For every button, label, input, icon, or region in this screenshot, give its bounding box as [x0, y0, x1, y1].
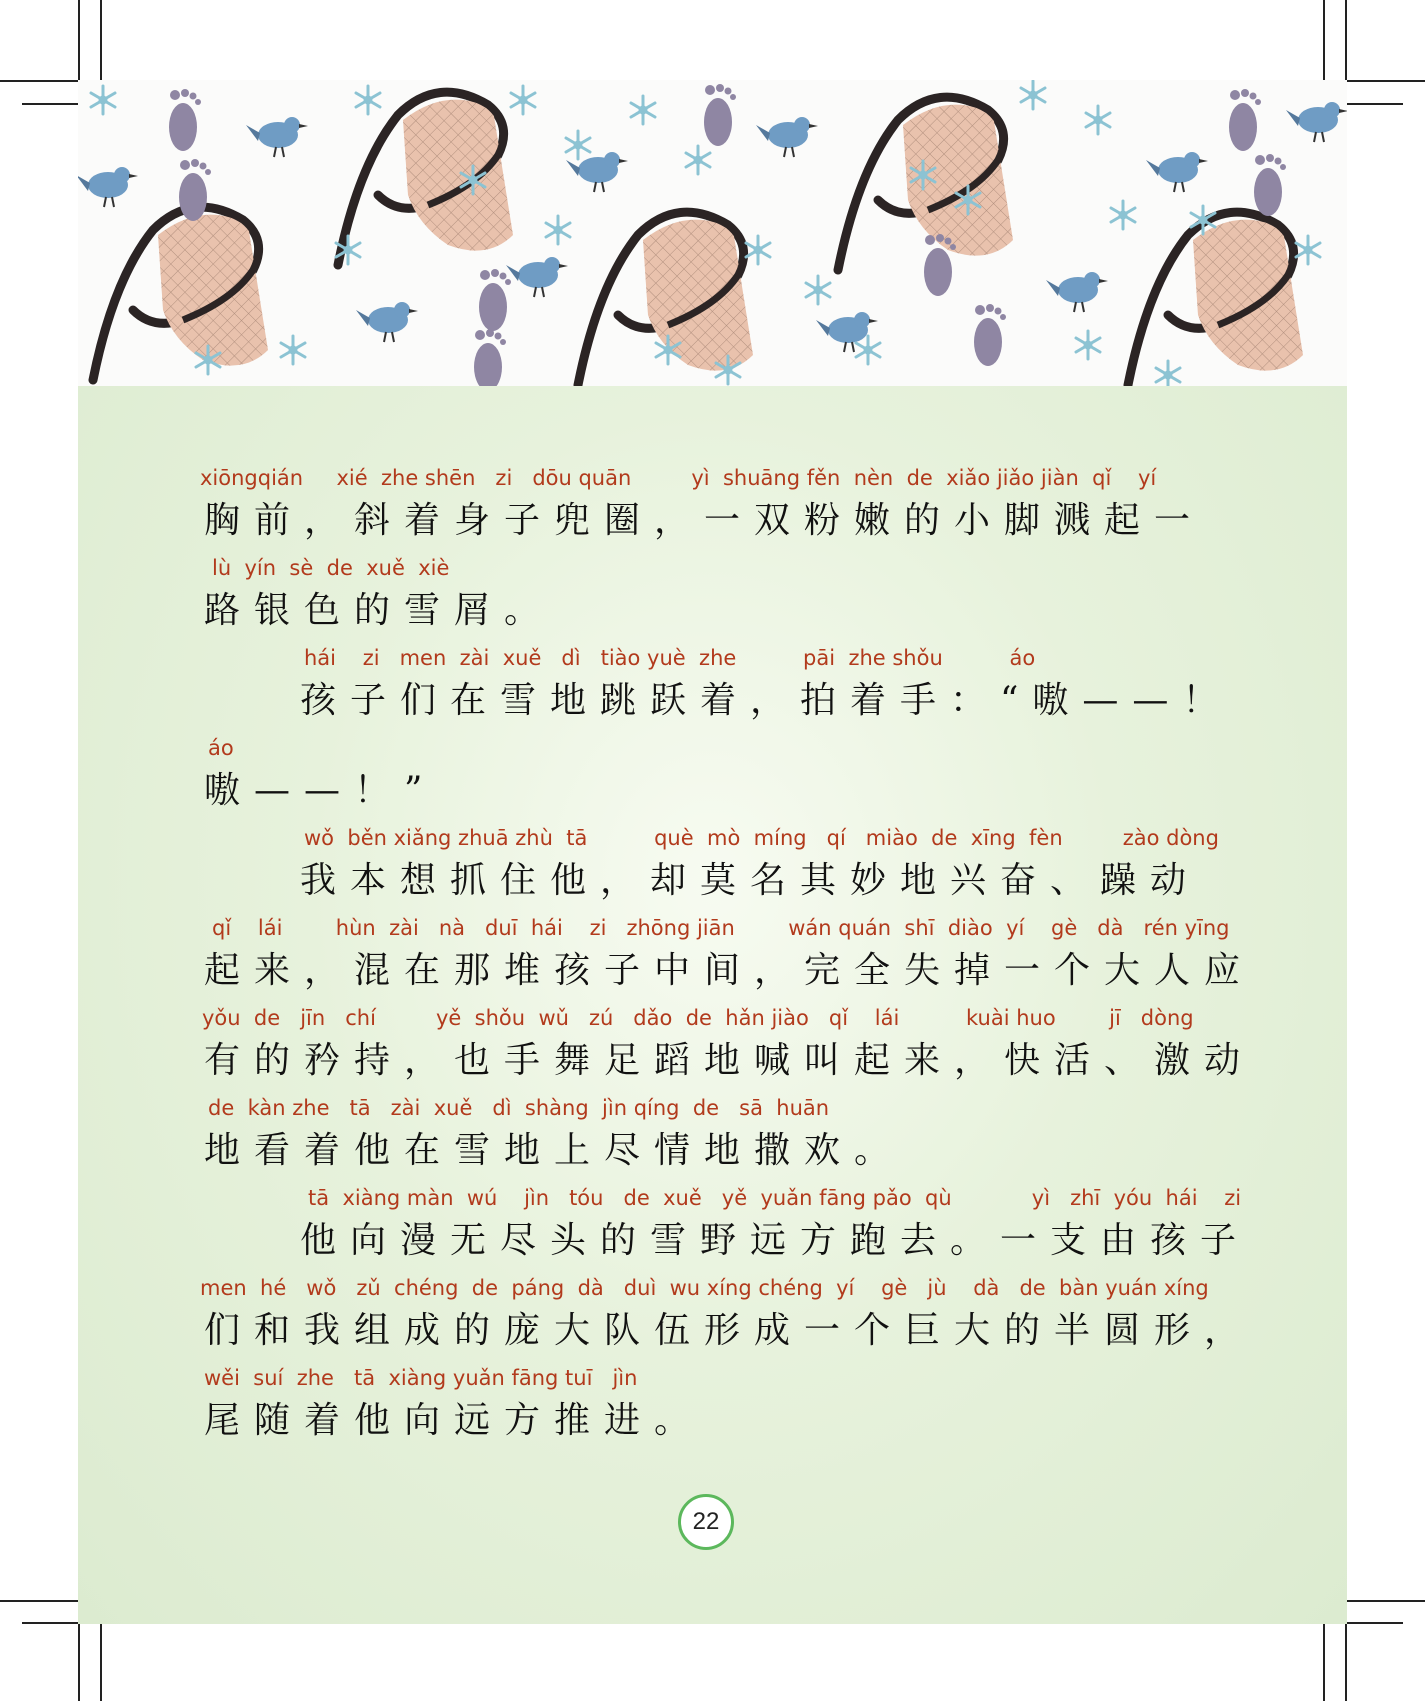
pinyin: de kàn zhe tā zài xuě dì shàng jìn qíng de sā huān	[208, 1096, 830, 1120]
hanzi: 我本想抓住他，却莫名其妙地兴奋、躁动	[300, 860, 1201, 901]
hanzi: 地看着他在雪地上尽情地撒欢。	[204, 1130, 905, 1171]
crop-mark	[1345, 1600, 1425, 1602]
pinyin: áo	[208, 736, 234, 760]
hanzi: 有的矜持，也手舞足蹈地喊叫起来，快活、激动	[204, 1040, 1255, 1081]
decorative-banner	[78, 80, 1347, 386]
pinyin: qǐ lái hùn zài nà duī hái zi zhōng jiān wán quán shī diào yí gè dà rén yīng	[212, 916, 1230, 940]
page-number: 22	[678, 1494, 734, 1550]
crop-mark	[1345, 80, 1425, 82]
page-body	[78, 386, 1347, 1624]
pinyin: tā xiàng màn wú jìn tóu de xuě yě yuǎn fāng pǎo qù yì zhī yóu hái zi	[308, 1186, 1242, 1210]
hanzi: 嗷——！”	[204, 770, 437, 811]
pinyin: men hé wǒ zǔ chéng de páng dà duì wu xíng chéng yí gè jù dà de bàn yuán xíng	[200, 1276, 1209, 1300]
crop-mark	[78, 0, 80, 80]
hanzi: 他向漫无尽头的雪野远方跑去。一支由孩子	[300, 1220, 1251, 1261]
pinyin: wěi suí zhe tā xiàng yuǎn fāng tuī jìn	[204, 1366, 638, 1390]
hanzi: 们和我组成的庞大队伍形成一个巨大的半圆形，	[204, 1310, 1255, 1351]
pinyin: yǒu de jīn chí yě shǒu wǔ zú dǎo de hǎn jiào qǐ lái kuài huo jī dòng	[202, 1006, 1194, 1030]
hanzi: 孩子们在雪地跳跃着，拍着手：“嗷——！	[300, 680, 1233, 721]
crop-mark	[0, 80, 80, 82]
pinyin: wǒ běn xiǎng zhuā zhù tā què mò míng qí miào de xīng fèn zào dòng	[304, 826, 1219, 850]
pinyin: lù yín sè de xuě xiè	[212, 556, 450, 580]
hanzi: 起来，混在那堆孩子中间，完全失掉一个大人应	[204, 950, 1255, 991]
hanzi: 胸前，斜着身子兜圈，一双粉嫩的小脚溅起一	[204, 500, 1205, 541]
hanzi: 尾随着他向远方推进。	[204, 1400, 705, 1441]
crop-mark	[1323, 1622, 1325, 1701]
pinyin: xiōngqián xié zhe shēn zi dōu quān yì shuāng fěn nèn de xiǎo jiǎo jiàn qǐ yí	[200, 466, 1157, 490]
crop-mark	[100, 1622, 102, 1701]
hanzi: 路银色的雪屑。	[204, 590, 555, 631]
pinyin: hái zi men zài xuě dì tiào yuè zhe pāi zhe shǒu áo	[304, 646, 1036, 670]
crop-mark	[0, 1600, 80, 1602]
banner-illustration	[78, 80, 1347, 386]
crop-mark	[1345, 0, 1347, 80]
